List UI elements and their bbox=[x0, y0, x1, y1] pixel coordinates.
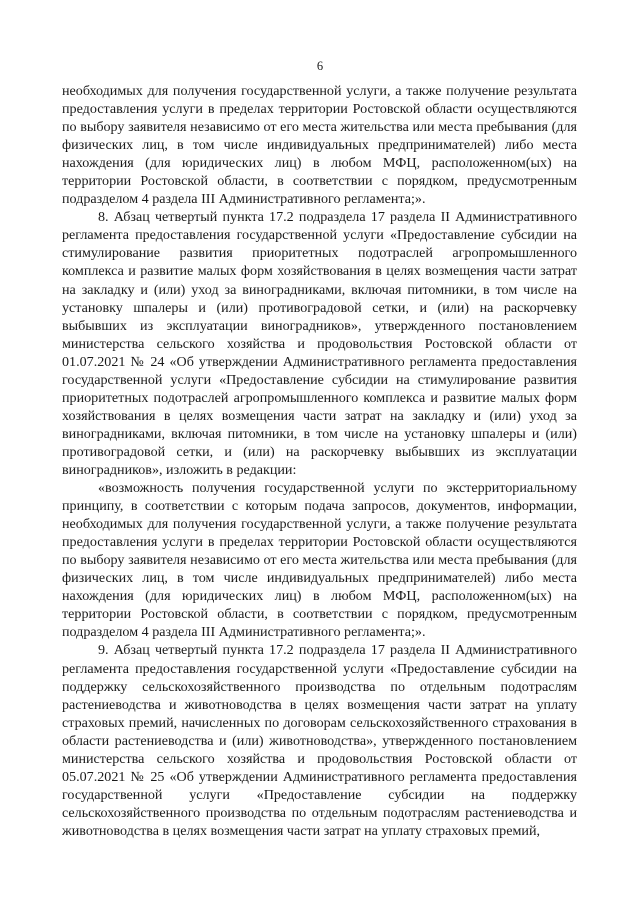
page-number: 6 bbox=[316, 59, 324, 73]
document-body bbox=[62, 82, 577, 840]
paragraph-item-9: 9. Абзац четвертый пункта 17.2 подраздела 17 раздела II Административного регламента предоставления государственной услуги «Предоставление субсидии на поддержку сельскохозяйственного производства по отдельным подотраслям растениеводства и животноводства в целях возмещения части затрат на уплату страховых премий, начисленных по договорам сельскохозяйственного страхования в области растениеводства и (или) животноводства», утвержденного постановлением министерства сельского хозяйства и продовольствия Ростовской области от 05.07.2021 № 25 «Об утверждении Административного регламента предоставления государственной услуги «Предоставление субсидии на поддержку сельскохозяйственного производства по отдельным подотраслям растениеводства и животноводства в целях возмещения части затрат на уплату страховых премий, bbox=[62, 642, 577, 839]
paragraph-item-8: 8. Абзац четвертый пункта 17.2 подраздела 17 раздела II Административного регламента предоставления государственной услуги «Предоставление субсидии на стимулирование развития приоритетных подотраслей агропромышленного комплекса и развитие малых форм хозяйствования в целях возмещения части затрат на закладку и (или) уход за виноградниками, включая питомники, в том числе на установку шпалеры и (или) противоградовой сетки, и (или) на раскорчевку выбывших из эксплуатации виноградников», утвержденного постановлением министерства сельского хозяйства и продовольствия Ростовской области от 01.07.2021 № 24 «Об утверждении Административного регламента предоставления государственной услуги «Предоставление субсидии на стимулирование развития приоритетных подотраслей агропромышленного комплекса и развитие малых форм хозяйствования в целях возмещения части затрат на закладку и (или) уход за виноградниками, включая питомники, в том числе на установку шпалеры и (или) противоградовой сетки, и (или) на раскорчевку выбывших из эксплуатации виноградников», изложить в редакции: bbox=[62, 209, 577, 478]
paragraph-continuation: необходимых для получения государственной услуги, а также получение результата предоставления услуги в пределах территории Ростовской области осуществляются по выбору заявителя независимо от его места жительства или места пребывания (для физических лиц, в том числе индивидуальных предпринимателей) либо места нахождения (для юридических лиц) в любом МФЦ, расположенном(ых) на территории Ростовской области, в соответствии с порядком, предусмотренным подразделом 4 раздела III Административного регламента;». bbox=[62, 83, 577, 208]
paragraph-quoted-text: «возможность получения государственной услуги по экстерриториальному принципу, в соответствии с которым подача запросов, документов, информации, необходимых для получения государственной услуги, а также получение результата предоставления услуги в пределах территории Ростовской области осуществляются по выбору заявителя независимо от его места жительства или места пребывания (для физических лиц, в том числе индивидуальных предпринимателей) либо места нахождения (для юридических лиц) в любом МФЦ, расположенном(ых) на территории Ростовской области, в соответствии с порядком, предусмотренным подразделом 4 раздела III Административного регламента;». bbox=[62, 480, 577, 641]
